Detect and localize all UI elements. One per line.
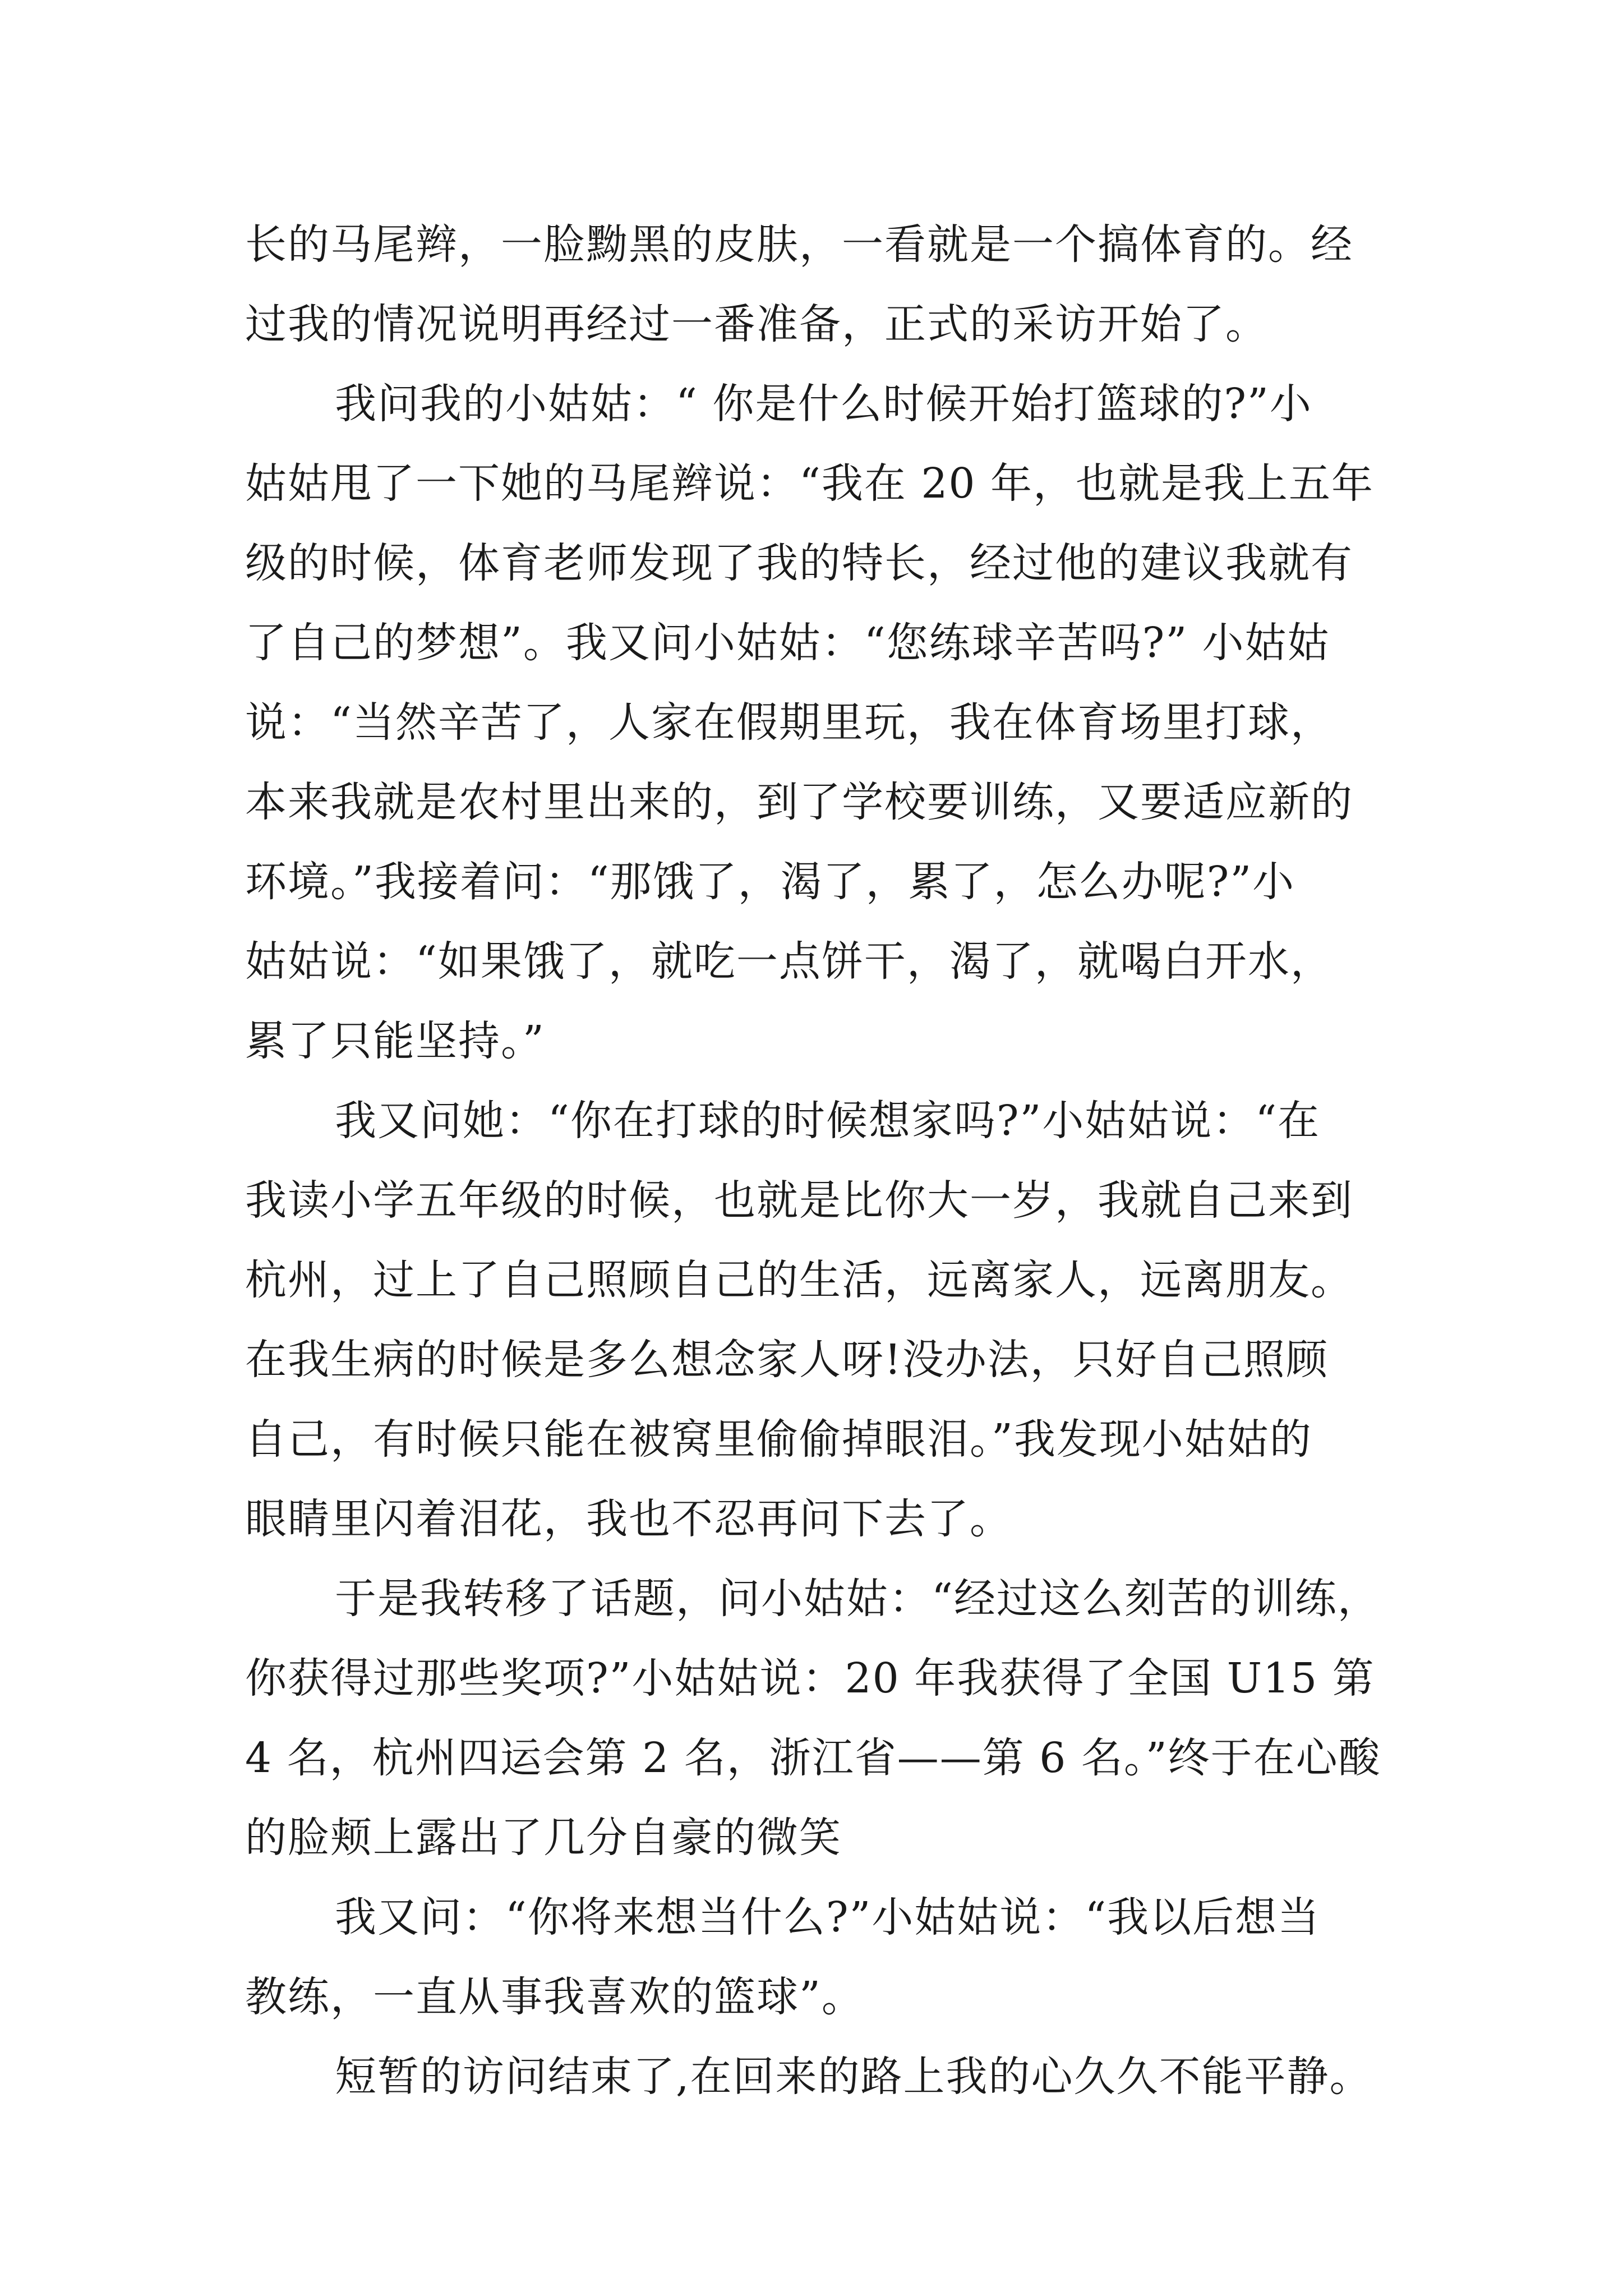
text-line: 过我的情况说明再经过一番准备，正式的采访开始了。	[245, 300, 1268, 348]
text-line: 本来我就是农村里出来的，到了学校要训练，又要适应新的	[245, 778, 1353, 826]
text-line: 级的时候，体育老师发现了我的特长，经过他的建议我就有	[245, 539, 1353, 587]
text-line: 你获得过那些奖项?”小姑姑说：20 年我获得了全国 U15 第	[245, 1654, 1375, 1703]
text-line: 的脸颊上露出了几分自豪的微笑	[245, 1814, 842, 1862]
text-line: 教练，一直从事我喜欢的篮球”。	[245, 1973, 864, 2021]
text-line: 了自己的梦想”。我又问小姑姑：“您练球辛苦吗?” 小姑姑	[245, 619, 1330, 667]
text-line: 说：“当然辛苦了，人家在假期里玩，我在体育场里打球，	[245, 698, 1333, 747]
text-line: 杭州，过上了自己照顾自己的生活，远离家人，远离朋友。	[245, 1256, 1353, 1304]
text-line: 自己，有时候只能在被窝里偷偷掉眼泪。”我发现小姑姑的	[245, 1415, 1312, 1464]
text-line: 我问我的小姑姑：“ 你是什么时候开始打篮球的?”小	[335, 380, 1312, 428]
text-line: 环境。”我接着问：“那饿了，渴了，累了，怎么办呢?”小	[245, 858, 1295, 906]
text-line: 眼睛里闪着泪花，我也不忍再问下去了。	[245, 1495, 1012, 1543]
text-line: 我又问她：“你在打球的时候想家吗?”小姑姑说：“在	[335, 1097, 1321, 1145]
text-line: 在我生病的时候是多么想念家人呀!没办法，只好自己照顾	[245, 1336, 1329, 1384]
text-line: 4 名，杭州四运会第 2 名，浙江省——第 6 名。”终于在心酸	[245, 1734, 1381, 1782]
text-line: 于是我转移了话题，问小姑姑：“经过这么刻苦的训练，	[335, 1575, 1380, 1623]
text-line: 姑姑甩了一下她的马尾辫说：“我在 20 年，也就是我上五年	[245, 459, 1375, 508]
text-line: 我又问：“你将来想当什么?”小姑姑说：“我以后想当	[335, 1893, 1321, 1941]
text-line: 短暂的访问结束了,在回来的路上我的心久久不能平静。	[335, 2053, 1372, 2101]
text-line: 姑姑说：“如果饿了，就吃一点饼干，渴了，就喝白开水，	[245, 937, 1333, 986]
text-line: 我读小学五年级的时候，也就是比你大一岁，我就自己来到	[245, 1176, 1353, 1225]
text-line: 累了只能坚持。”	[245, 1017, 545, 1065]
text-line: 长的马尾辫，一脸黝黑的皮肤，一看就是一个搞体育的。经	[245, 220, 1353, 269]
document-body	[245, 205, 1389, 2116]
